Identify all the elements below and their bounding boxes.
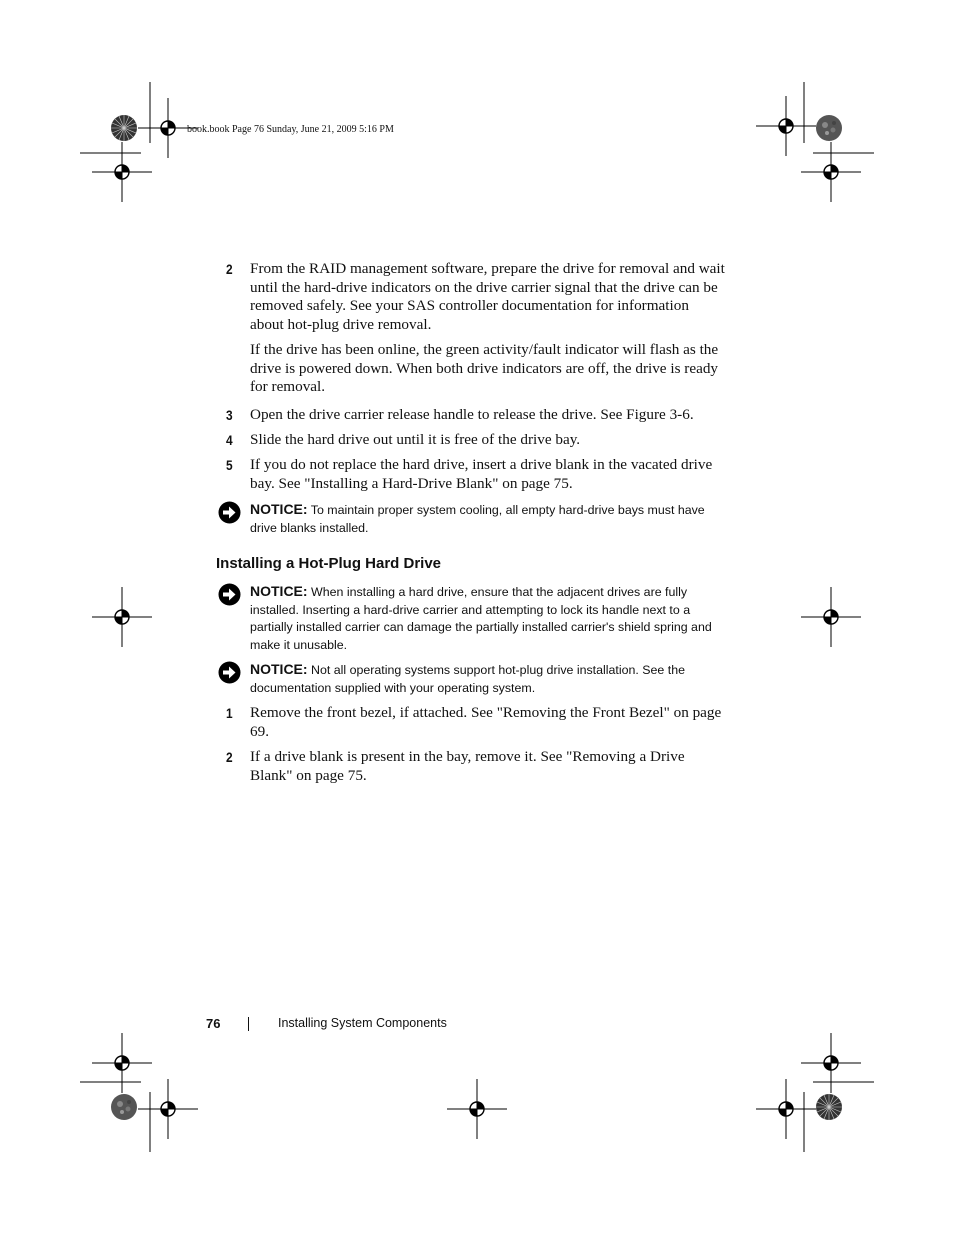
footer-divider <box>248 1017 249 1031</box>
step-text: If a drive blank is present in the bay, remove it. See "Removing a Drive Blank" on page 75. <box>250 748 685 784</box>
running-head: book.book Page 76 Sunday, June 21, 2009 5:16 PM <box>187 124 394 135</box>
step-text: Remove the front bezel, if attached. See "Removing the Front Bezel" on page 69. <box>250 704 722 740</box>
step-number: 2 <box>226 261 233 277</box>
notice-icon <box>218 501 241 524</box>
section-heading: Installing a Hot-Plug Hard Drive <box>216 555 442 572</box>
notice-label: NOTICE: <box>250 501 308 517</box>
step-number: 3 <box>226 407 233 423</box>
step-text: Slide the hard drive out until it is free of the drive bay. <box>250 431 581 448</box>
notice-text: To maintain proper system cooling, all empty hard-drive bays must have drive blanks installed. <box>250 503 705 535</box>
step-number: 1 <box>226 705 233 721</box>
step-text: If you do not replace the hard drive, insert a drive blank in the vacated drive bay. See "Installing a Hard-Drive Blank" on page 75. <box>250 456 713 492</box>
page-number: 76 <box>206 1016 221 1031</box>
notice-label: NOTICE: <box>250 661 308 677</box>
step-number: 5 <box>226 457 233 473</box>
step-number: 2 <box>226 749 233 765</box>
footer-chapter-title: Installing System Components <box>278 1016 447 1030</box>
step-text: Open the drive carrier release handle to release the drive. See Figure 3-6. <box>250 406 694 423</box>
step-followup-paragraph: If the drive has been online, the green activity/fault indicator will flash as the drive is powered down. When both drive indicators are off, the drive is ready for removal. <box>250 341 719 396</box>
step-number: 4 <box>226 432 233 448</box>
notice-icon <box>218 583 241 606</box>
notice-text: Not all operating systems support hot-plug drive installation. See the documentation supplied with your operating system. <box>250 663 685 695</box>
step-text: From the RAID management software, prepare the drive for removal and wait until the hard-drive indicators on the drive carrier signal that the drive can be removed safely. See your SAS controller documentation for information about hot-plug drive removal. <box>250 260 725 334</box>
notice-icon <box>218 661 241 684</box>
notice-label: NOTICE: <box>250 583 308 599</box>
notice-text: When installing a hard drive, ensure that the adjacent drives are fully installed. Inserting a hard-drive carrier and attempting to lock its handle next to a partially installed carrier can damage the partially installed carrier's shield spring and make it unusable. <box>250 585 712 652</box>
